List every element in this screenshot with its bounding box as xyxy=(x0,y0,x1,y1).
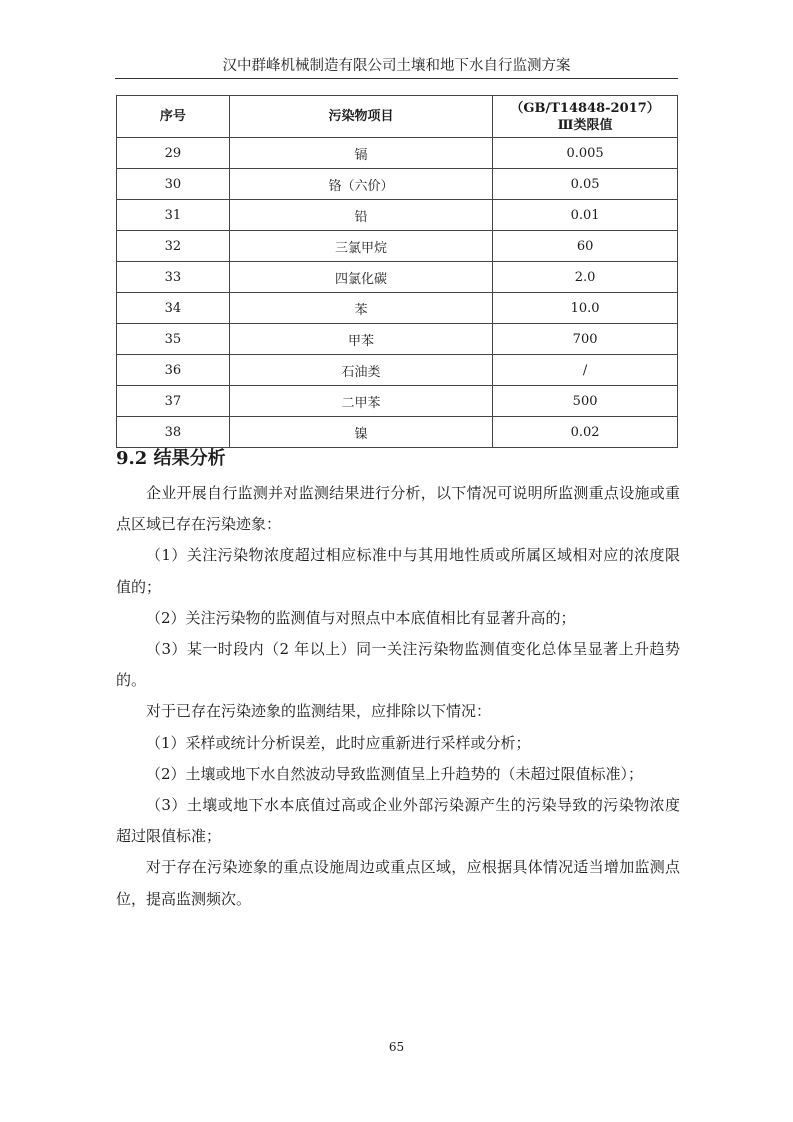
pollutant-name-cell: 三氯甲烷 xyxy=(229,231,492,262)
limit-value-cell: 0.02 xyxy=(493,417,678,448)
table-header-row xyxy=(117,96,678,138)
row-number-cell: 35 xyxy=(117,324,230,355)
table-body xyxy=(117,138,678,448)
section-heading: 9.2 结果分析 xyxy=(116,448,226,469)
pollutant-limit-table xyxy=(116,95,678,448)
row-number-cell: 36 xyxy=(117,355,230,386)
pollutant-name-cell: 镍 xyxy=(229,417,492,448)
column-header-class: Ⅲ类限值 xyxy=(557,117,613,133)
limit-value-cell: 10.0 xyxy=(493,293,678,324)
limit-value-cell: 0.05 xyxy=(493,169,678,200)
table-row xyxy=(117,138,678,169)
table-row xyxy=(117,231,678,262)
row-number-cell: 29 xyxy=(117,138,230,169)
table-row xyxy=(117,324,678,355)
paragraph: （3）土壤或地下水本底值过高或企业外部污染源产生的污染导致的污染物浓度超过限值标准； xyxy=(116,796,680,846)
page-number: 65 xyxy=(388,1040,405,1054)
pollutant-name-cell: 铅 xyxy=(229,200,492,231)
page-header: 汉中群峰机械制造有限公司土壤和地下水自行监测方案 xyxy=(222,58,571,74)
row-number-cell: 30 xyxy=(117,169,230,200)
column-header-limit xyxy=(493,96,678,138)
pollutant-name-cell: 石油类 xyxy=(229,355,492,386)
row-number-cell: 37 xyxy=(117,386,230,417)
limit-value-cell: 2.0 xyxy=(493,262,678,293)
limit-value-cell: 60 xyxy=(493,231,678,262)
paragraph: （1）关注污染物浓度超过相应标准中与其用地性质或所属区域相对应的浓度限值的； xyxy=(116,546,680,596)
table-row xyxy=(117,386,678,417)
table-row xyxy=(117,293,678,324)
pollutant-name-cell: 苯 xyxy=(229,293,492,324)
pollutant-name-cell: 镉 xyxy=(229,138,492,169)
pollutant-name-cell: 二甲苯 xyxy=(229,386,492,417)
column-header-item: 污染物项目 xyxy=(229,96,492,138)
paragraph: （2）关注污染物的监测值与对照点中本底值相比有显著升高的； xyxy=(146,608,576,627)
row-number-cell: 38 xyxy=(117,417,230,448)
paragraph: （1）采样或统计分析误差，此时应重新进行采样或分析； xyxy=(146,733,531,752)
table-row xyxy=(117,262,678,293)
limit-value-cell: 0.005 xyxy=(493,138,678,169)
table-row xyxy=(117,169,678,200)
paragraph: 企业开展自行监测并对监测结果进行分析，以下情况可说明所监测重点设施或重点区域已存在污染迹象： xyxy=(116,484,680,534)
column-header-no: 序号 xyxy=(117,96,230,138)
pollutant-name-cell: 甲苯 xyxy=(229,324,492,355)
pollutant-name-cell: 四氯化碳 xyxy=(229,262,492,293)
table-row xyxy=(117,355,678,386)
paragraph: （2）土壤或地下水自然波动导致监测值呈上升趋势的（未超过限值标准）； xyxy=(146,764,644,783)
pollutant-name-cell: 铬（六价） xyxy=(229,169,492,200)
limit-value-cell: 0.01 xyxy=(493,200,678,231)
row-number-cell: 33 xyxy=(117,262,230,293)
row-number-cell: 32 xyxy=(117,231,230,262)
row-number-cell: 34 xyxy=(117,293,230,324)
paragraph: （3）某一时段内（2 年以上）同一关注污染物监测值变化总体呈显著上升趋势的。 xyxy=(116,640,680,690)
table-row xyxy=(117,200,678,231)
header-rule xyxy=(115,78,678,79)
row-number-cell: 31 xyxy=(117,200,230,231)
paragraph: 对于存在污染迹象的重点设施周边或重点区域，应根据具体情况适当增加监测点位，提高监测频次。 xyxy=(116,858,680,908)
paragraph: 对于已存在污染迹象的监测结果，应排除以下情况： xyxy=(146,702,492,721)
column-header-standard: （GB/T14848-2017） xyxy=(510,100,660,116)
limit-value-cell: 700 xyxy=(493,324,678,355)
limit-value-cell: 500 xyxy=(493,386,678,417)
section-body xyxy=(116,478,680,915)
table-row xyxy=(117,417,678,448)
limit-value-cell: / xyxy=(493,355,678,386)
